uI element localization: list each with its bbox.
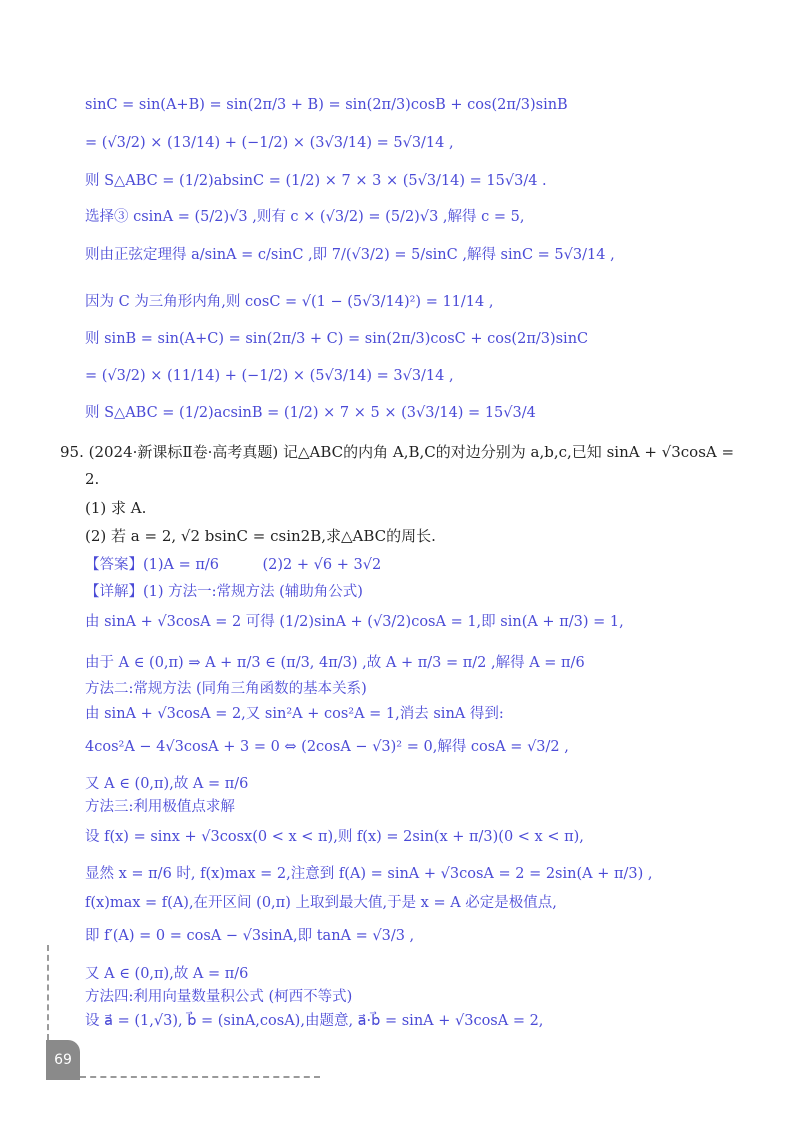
answer-line	[85, 553, 381, 577]
prev-solution-line-9: 则 S△ABC = (1/2)acsinB = (1/2) × 7 × 5 × (3√3/14) = 15√3/4	[85, 405, 536, 421]
explanation-line-4: 方法二:常规方法 (同角三角函数的基本关系)	[85, 681, 367, 697]
answer-text: (1)A = π/6 (2)2 + √6 + 3√2	[143, 557, 382, 573]
prev-solution-line-3: 则 S△ABC = (1/2)absinC = (1/2) × 7 × 3 × (5√3/14) = 15√3/4 .	[85, 173, 547, 189]
explanation-line-9: 设 f(x) = sinx + √3cosx(0 < x < π),则 f(x) = 2sin(x + π/3)(0 < x < π),	[85, 829, 584, 845]
explanation-line-12: 即 f′(A) = 0 = cosA − √3sinA,即 tanA = √3/3 ,	[85, 928, 415, 944]
prev-solution-line-8: = (√3/2) × (11/14) + (−1/2) × (5√3/14) = 3√3/14 ,	[85, 368, 454, 384]
explanation-line-3: 由于 A ∈ (0,π) ⇒ A + π/3 ∈ (π/3, 4π/3) ,故 A + π/3 = π/2 ,解得 A = π/6	[85, 655, 585, 671]
page-number: 69	[46, 1040, 80, 1080]
explanation-line-1: 【详解】(1) 方法一:常规方法 (辅助角公式)	[85, 584, 363, 600]
explanation-line-7: 又 A ∈ (0,π),故 A = π/6	[85, 776, 249, 792]
explanation-line-5: 由 sinA + √3cosA = 2,又 sin²A + cos²A = 1,消去 sinA 得到:	[85, 706, 504, 722]
problem-95-statement: 95. (2024·新课标Ⅱ卷·高考真题) 记△ABC的内角 A,B,C的对边分别为 a,b,c,已知 sinA + √3cosA =	[60, 443, 735, 461]
explanation-line-6: 4cos²A − 4√3cosA + 3 = 0 ⇔ (2cosA − √3)² = 0,解得 cosA = √3/2 ,	[85, 739, 569, 755]
prev-solution-line-1: sinC = sin(A+B) = sin(2π/3 + B) = sin(2π/3)cosB + cos(2π/3)sinB	[85, 97, 568, 113]
explanation-line-14: 方法四:利用向量数量积公式 (柯西不等式)	[85, 989, 353, 1005]
margin-dashed-line-vertical	[47, 945, 49, 1040]
answer-label: 【答案】	[85, 557, 143, 573]
explanation-line-15: 设 a⃗ = (1,√3), b⃗ = (sinA,cosA),由题意, a⃗·b⃗ = sinA + √3cosA = 2,	[85, 1013, 544, 1029]
prev-solution-line-7: 则 sinB = sin(A+C) = sin(2π/3 + C) = sin(2π/3)cosC + cos(2π/3)sinC	[85, 331, 589, 347]
explanation-line-2: 由 sinA + √3cosA = 2 可得 (1/2)sinA + (√3/2)cosA = 1,即 sin(A + π/3) = 1,	[85, 614, 624, 630]
margin-dashed-line-horizontal	[80, 1076, 320, 1078]
prev-solution-line-4: 选择③ csinA = (5/2)√3 ,则有 c × (√3/2) = (5/2)√3 ,解得 c = 5,	[85, 209, 525, 225]
prev-solution-line-2: = (√3/2) × (13/14) + (−1/2) × (3√3/14) = 5√3/14 ,	[85, 135, 454, 151]
problem-95-statement-cont: 2.	[85, 470, 100, 488]
explanation-line-10: 显然 x = π/6 时, f(x)max = 2,注意到 f(A) = sinA + √3cosA = 2 = 2sin(A + π/3) ,	[85, 866, 653, 882]
explanation-line-8: 方法三:利用极值点求解	[85, 799, 235, 815]
prev-solution-line-5: 则由正弦定理得 a/sinA = c/sinC ,即 7/(√3/2) = 5/sinC ,解得 sinC = 5√3/14 ,	[85, 247, 615, 263]
explanation-line-11: f(x)max = f(A),在开区间 (0,π) 上取到最大值,于是 x = A 必定是极值点,	[85, 895, 557, 911]
explanation-line-13: 又 A ∈ (0,π),故 A = π/6	[85, 966, 249, 982]
prev-solution-line-6: 因为 C 为三角形内角,则 cosC = √(1 − (5√3/14)²) = 11/14 ,	[85, 294, 494, 310]
problem-95-question-1: (1) 求 A.	[85, 499, 147, 517]
problem-95-question-2: (2) 若 a = 2, √2 bsinC = csin2B,求△ABC的周长.	[85, 527, 436, 545]
